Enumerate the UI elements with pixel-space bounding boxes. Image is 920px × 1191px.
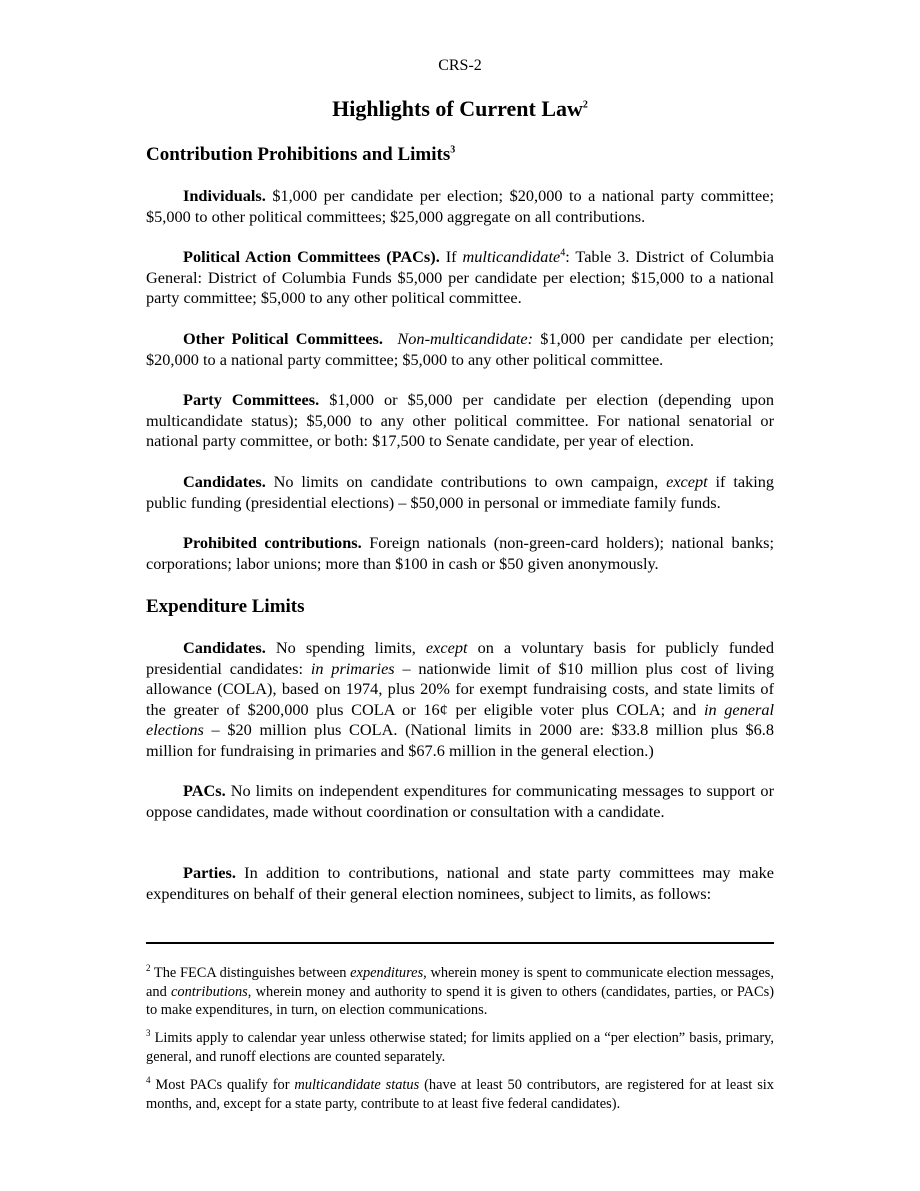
paragraph-text: on a voluntary basis for publicly funded presidential candidates: xyxy=(146,638,774,678)
paragraph-lead: Candidates. xyxy=(183,472,266,491)
section-heading-expenditure-limits xyxy=(146,596,305,618)
footnote-ref: 2 xyxy=(582,99,588,111)
emphasis-text: multicandidate status xyxy=(294,1077,420,1093)
footnote-text: , wherein money is spent to communicate election messages, and xyxy=(146,965,774,1000)
emphasis-text: in general elections xyxy=(146,699,775,740)
footnote-divider xyxy=(146,942,774,944)
footnote-4 xyxy=(146,1076,774,1113)
paragraph-lead: PACs. xyxy=(183,781,226,800)
emphasis-text: contributions xyxy=(171,983,248,1000)
paragraph-text: : Table 3. District of Columbia General: District of Columbia Funds $5,000 per candidate per election; $15,000 to a national party committee; $5,000 to any other political committee. xyxy=(146,247,774,308)
paragraph-text: No limits on candidate contributions to own campaign, xyxy=(265,472,667,491)
section-heading-text: Contribution Prohibitions and Limits xyxy=(146,144,451,165)
paragraph-text: if taking public funding (presidential elections) – $50,000 in personal or immediate family funds. xyxy=(146,472,775,512)
paragraph-text: No limits on independent expenditures for communicating messages to support or oppose candidates, made without coordination or consultation with a candidate. xyxy=(146,781,774,821)
paragraph-text: $1,000 per candidate per election; $20,000 to a national party committee; $5,000 to other political committees; $25,000 aggregate on all contributions. xyxy=(146,186,774,226)
paragraph-text: – $20 million plus COLA. (National limits in 2000 are: $33.8 million plus $6.8 million for fundraising in primaries and $67.6 million in the general election.) xyxy=(146,720,774,760)
paragraph-individuals xyxy=(146,186,774,227)
paragraph-lead: Individuals. xyxy=(183,186,266,205)
section-heading-text: Expenditure Limits xyxy=(146,596,305,617)
paragraph-text: Foreign nationals (non-green-card holders); national banks; corporations; labor unions; more than $100 in cash or $50 given anonymously. xyxy=(146,533,774,573)
footnote-text: Most PACs qualify for xyxy=(150,1077,295,1093)
footnote-text: (have at least 50 contributors, are registered for at least six months, and, except for a state party, contribute to at least five federal candidates). xyxy=(146,1077,775,1112)
footnote-number: 3 xyxy=(146,1028,151,1039)
paragraph-lead: Other Political Committees. xyxy=(183,329,383,348)
paragraph-lead: Prohibited contributions. xyxy=(183,533,362,552)
page-title-text: Highlights of Current Law xyxy=(332,96,583,121)
footnote-text: Limits apply to calendar year unless otherwise stated; for limits applied on a “per election” basis, primary, general, and runoff elections are counted separately. xyxy=(146,1030,774,1065)
paragraph-lead: Parties. xyxy=(183,863,236,882)
paragraph-party-committees xyxy=(146,390,774,452)
emphasis-text: multicandidate xyxy=(462,247,561,266)
page-title xyxy=(146,96,774,122)
emphasis-text: expenditures xyxy=(350,965,424,981)
section-heading-contribution-limits xyxy=(146,144,455,166)
emphasis-text: Non-multicandidate: xyxy=(397,329,534,348)
running-head: CRS-2 xyxy=(438,57,482,74)
paragraph-prohibited-contributions xyxy=(146,533,774,574)
footnote-text: The FECA distinguishes between xyxy=(150,965,351,981)
footnote-ref: 4 xyxy=(560,247,566,259)
footnote-number: 2 xyxy=(146,963,151,974)
emphasis-text: in primaries xyxy=(310,658,395,678)
paragraph-pacs-contributions xyxy=(146,247,774,309)
paragraph-text: – nationwide limit of $10 million plus cost of living allowance (COLA), based on 1974, plus 20% for exempt fundraising costs, and state limits of the greater of $200,000 plus COLA or 16¢ per eligible voter plus COLA; and xyxy=(146,658,775,719)
paragraph-parties xyxy=(146,863,774,904)
paragraph-lead: Candidates. xyxy=(183,638,266,657)
footnote-number: 4 xyxy=(146,1075,151,1086)
emphasis-text: except xyxy=(666,472,708,491)
emphasis-text: except xyxy=(425,638,468,657)
paragraph-other-committees xyxy=(146,329,774,370)
paragraph-text: In addition to contributions, national and state party committees may make expenditures on behalf of their general election nominees, subject to limits, as follows: xyxy=(146,863,774,903)
paragraph-pacs-expenditures xyxy=(146,781,774,822)
paragraph-candidates-contributions xyxy=(146,472,774,513)
footnote-text: , wherein money and authority to spend it is given to others (candidates, parties, or PACs) to make expenditures, in turn, on election communications. xyxy=(146,983,774,1019)
paragraph-candidates-expenditures xyxy=(146,638,774,762)
paragraph-text: $1,000 or $5,000 per candidate per election (depending upon multicandidate status); $5,000 to any other political committee. For national senatorial or national party committee, or both: $17,500 to Senate candidate, per year of election. xyxy=(146,390,774,451)
paragraph-lead: Party Committees. xyxy=(183,390,320,409)
footnote-3 xyxy=(146,1029,774,1066)
footnote-ref: 3 xyxy=(450,144,456,156)
paragraph-lead: Political Action Committees (PACs). xyxy=(183,247,440,266)
paragraph-text: If xyxy=(439,247,463,266)
paragraph-text: No spending limits, xyxy=(265,638,426,657)
footnote-2 xyxy=(146,964,774,1020)
paragraph-text: $1,000 per candidate per election; $20,000 to a national party committee; $5,000 to any other political committee. xyxy=(146,329,774,369)
